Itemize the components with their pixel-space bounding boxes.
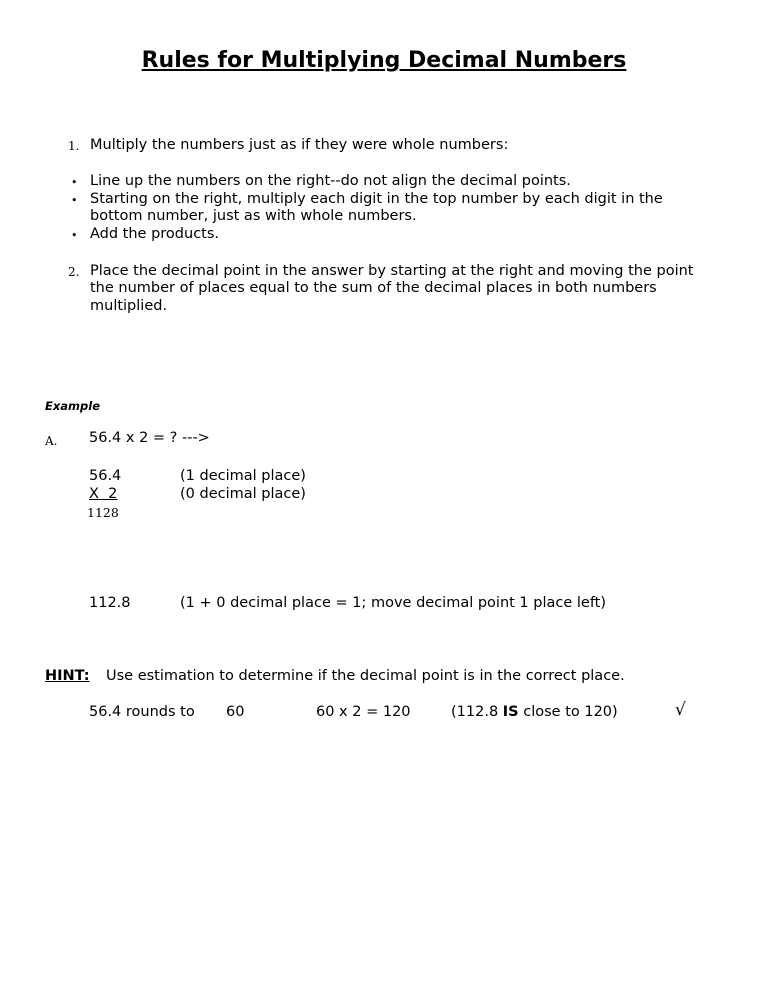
page-title: Rules for Multiplying Decimal Numbers bbox=[141, 48, 627, 73]
bullet-icon: • bbox=[71, 229, 78, 242]
example-letter: A. bbox=[45, 434, 58, 448]
estimate-calc: 60 x 2 = 120 bbox=[316, 704, 411, 720]
check-open: (112.8 bbox=[451, 704, 503, 720]
bullet-text: Add the products. bbox=[90, 226, 220, 242]
check-mark-icon: √ bbox=[675, 700, 686, 720]
top-number: 56.4 bbox=[89, 468, 122, 484]
step-text: Place the decimal point in the answer by starting at the right and moving the point bbox=[90, 263, 694, 279]
hint-label: HINT: bbox=[45, 668, 90, 684]
check-emphasis: IS bbox=[502, 704, 519, 720]
step-text: Multiply the numbers just as if they were whole numbers: bbox=[90, 137, 509, 153]
step-number: 1. bbox=[68, 139, 80, 153]
bullet-text: Line up the numbers on the right--do not align the decimal points. bbox=[90, 173, 571, 189]
bullet-icon: • bbox=[71, 194, 78, 207]
top-number-note: (1 decimal place) bbox=[180, 468, 306, 484]
rounded-value: 60 bbox=[226, 704, 245, 720]
step-number: 2. bbox=[68, 265, 80, 279]
bullet-icon: • bbox=[71, 176, 78, 189]
step-text: the number of places equal to the sum of the decimal places in both numbers bbox=[90, 280, 657, 296]
product: 1128 bbox=[87, 505, 119, 520]
multiplier-note: (0 decimal place) bbox=[180, 486, 306, 502]
estimate-phrase: 56.4 rounds to bbox=[89, 704, 195, 720]
example-problem: 56.4 x 2 = ? ---> bbox=[89, 430, 210, 446]
example-label: Example bbox=[45, 399, 100, 413]
check-close: close to 120) bbox=[518, 704, 618, 720]
check-statement bbox=[451, 703, 618, 721]
hint-text: Use estimation to determine if the decimal point is in the correct place. bbox=[106, 668, 625, 684]
step-text: multiplied. bbox=[90, 298, 168, 314]
multiplier: X 2 bbox=[89, 486, 118, 502]
answer: 112.8 bbox=[89, 595, 131, 611]
bullet-text: Starting on the right, multiply each digit in the top number by each digit in the bbox=[90, 191, 663, 207]
answer-note: (1 + 0 decimal place = 1; move decimal point 1 place left) bbox=[180, 595, 607, 611]
bullet-text: bottom number, just as with whole numbers. bbox=[90, 208, 417, 224]
